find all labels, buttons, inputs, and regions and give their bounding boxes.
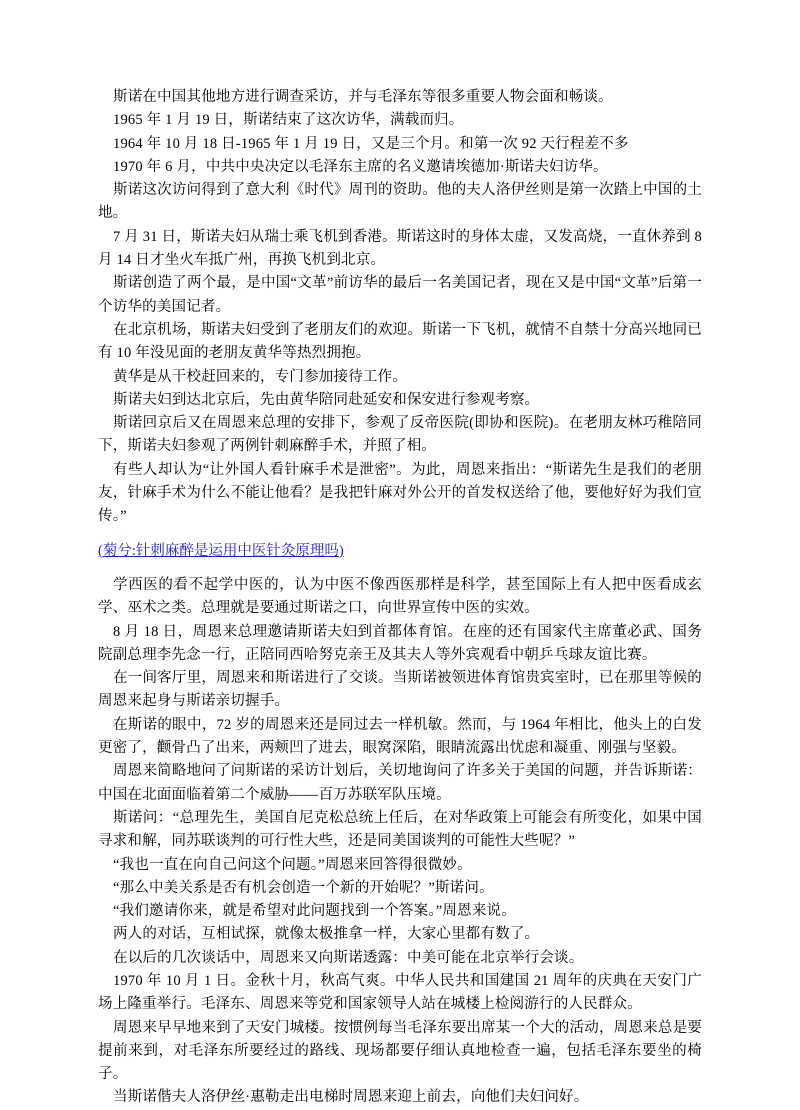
paragraph: 斯诺在中国其他地方进行调查采访，并与毛泽东等很多重要人物会面和畅谈。 bbox=[113, 89, 613, 105]
section-heading-link[interactable]: (菊兮:针刺麻醉是运用中医针灸原理吗) bbox=[98, 542, 344, 559]
paragraph: 周恩来简略地问了问斯诺的采访计划后，关切地询问了许多关于美国的问题，并告诉斯诺：中国在北面面临着第二个威胁——百万苏联军队压境。 bbox=[98, 763, 702, 803]
paragraph: 1970 年 10 月 1 日。金秋十月，秋高气爽。中华人民共和国建国 21 周年的庆典在天安门广场上隆重举行。毛泽东、周恩来等党和国家领导人站在城楼上检阅游行的人民群众。 bbox=[98, 972, 702, 1013]
paragraph-list-after bbox=[98, 574, 702, 1110]
paragraph: 斯诺回京后又在周恩来总理的安排下，参观了反帝医院(即协和医院)。在老朋友林巧稚陪同下，斯诺夫妇参观了两例针刺麻醉手术，并照了相。 bbox=[98, 415, 702, 455]
paragraph: 7 月 31 日，斯诺夫妇从瑞士乘飞机到香港。斯诺这时的身体太虚，又发高烧，一直休养到 8 月 14 日才坐火车抵广州，再换飞机到北京。 bbox=[98, 228, 702, 269]
paragraph: 在斯诺的眼中，72 岁的周恩来还是同过去一样机敏。然而，与 1964 年相比，他头上的白发更密了，颧骨凸了出来，两颊凹了进去，眼窝深陷，眼睛流露出忧虑和凝重、刚强与坚毅。 bbox=[98, 716, 702, 757]
paragraph: 在以后的几次谈话中，周恩来又向斯诺透露：中美可能在北京举行会谈。 bbox=[113, 949, 584, 966]
paragraph: 当斯诺偕夫人洛伊丝·惠勒走出电梯时周恩来迎上前去，向他们夫妇问好。 bbox=[113, 1089, 589, 1106]
paragraph: 两人的对话，互相试探，就像太极推拿一样，大家心里都有数了。 bbox=[113, 926, 540, 943]
paragraph: 斯诺问：“总理先生，美国自尼克松总统上任后，在对华政策上可能会有所变化，如果中国寻求和解，同苏联谈判的可行性大些，还是同美国谈判的可能性大些呢？” bbox=[98, 809, 702, 850]
paragraph: 在一间客厅里，周恩来和斯诺进行了交谈。当斯诺被领进体育馆贵宾室时，已在那里等候的周恩来起身与斯诺亲切握手。 bbox=[98, 670, 702, 710]
document-body bbox=[98, 86, 702, 1110]
paragraph: 黄华是从干校赶回来的，专门参加接待工作。 bbox=[113, 368, 407, 385]
paragraph: 在北京机场，斯诺夫妇受到了老朋友们的欢迎。斯诺一下飞机，就情不自禁十分高兴地同已有 10 年没见面的老朋友黄华等热烈拥抱。 bbox=[98, 321, 702, 362]
paragraph: 学西医的看不起学中医的，认为中医不像西医那样是科学，甚至国际上有人把中医看成玄学、巫术之类。总理就是要通过斯诺之口，向世界宣传中医的实效。 bbox=[98, 576, 702, 617]
paragraph: 周恩来早早地来到了天安门城楼。按惯例每当毛泽东要出席某一个大的活动，周恩来总是要提前来到，对毛泽东所要经过的路线、现场都要仔细认真地检查一遍，包括毛泽东要坐的椅子。 bbox=[98, 1019, 702, 1083]
paragraph-list-before bbox=[98, 86, 702, 529]
paragraph: 8 月 18 日，周恩来总理邀请斯诺夫妇到首都体育馆。在座的还有国家代主席董必武、国务院副总理李先念一行，正陪同西哈努克亲王及其夫人等外宾观看中朝乒乓球友谊比赛。 bbox=[98, 623, 702, 663]
paragraph: 1964 年 10 月 18 日-1965 年 1 月 19 日，又是三个月。和第一次 92 天行程差不多 bbox=[113, 135, 629, 152]
paragraph: 有些人却认为“让外国人看针麻手术是泄密”。为此，周恩来指出：“斯诺先生是我们的老朋友，针麻手术为什么不能让他看？是我把针麻对外公开的首发权送给了他，要他好好为我们宣传。” bbox=[98, 461, 702, 525]
paragraph: 斯诺创造了两个最，是中国“文革”前访华的最后一名美国记者，现在又是中国“文革”后第一个访华的美国记者。 bbox=[98, 275, 702, 315]
paragraph: 1965 年 1 月 19 日，斯诺结束了这次访华，满载而归。 bbox=[113, 112, 464, 129]
paragraph: “我们邀请你来，就是希望对此问题找到一个答案。”周恩来说。 bbox=[113, 903, 516, 920]
paragraph: “那么中美关系是否有机会创造一个新的开始呢？”斯诺问。 bbox=[113, 879, 494, 896]
paragraph: 斯诺这次访问得到了意大利《时代》周刊的资助。他的夫人洛伊丝则是第一次踏上中国的土地。 bbox=[98, 182, 702, 222]
paragraph: “我也一直在向自己问这个问题。”周恩来回答得很微妙。 bbox=[113, 856, 472, 873]
paragraph: 1970 年 6 月，中共中央决定以毛泽东主席的名义邀请埃德加·斯诺夫妇访华。 bbox=[113, 158, 608, 175]
paragraph: 斯诺夫妇到达北京后，先由黄华陪同赴延安和保安进行参观考察。 bbox=[113, 391, 540, 408]
